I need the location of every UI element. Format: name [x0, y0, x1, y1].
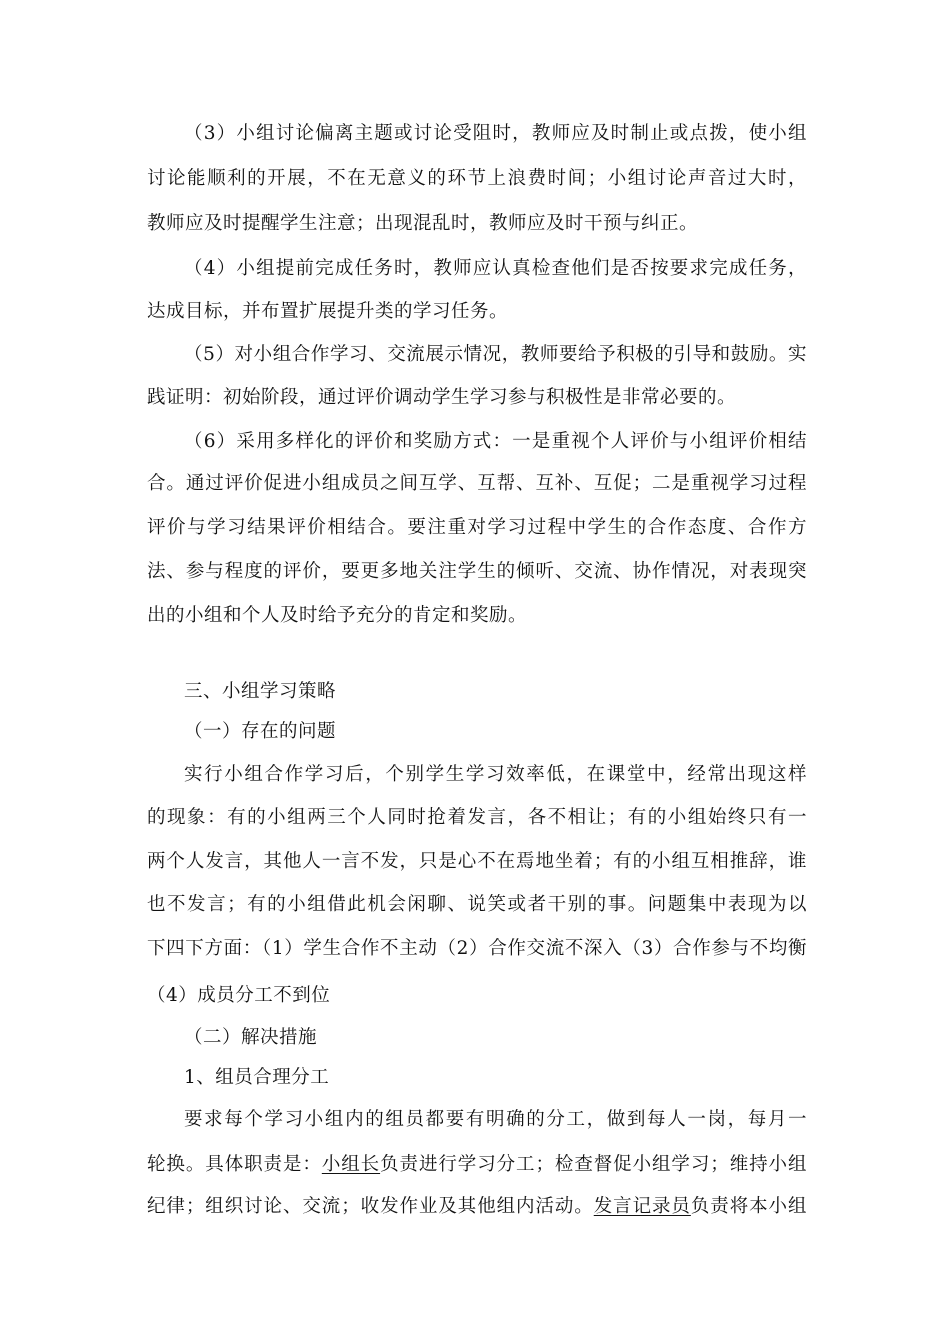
section-heading: 三、小组学习策略 [184, 681, 337, 702]
paragraph-line: 要求每个学习小组内的组员都要有明确的分工，做到每人一岗，每月一 [184, 1109, 807, 1130]
paragraph-line: （3）小组讨论偏离主题或讨论受阻时，教师应及时制止或点拨，使小组 [184, 123, 807, 144]
paragraph-line: 法、参与程度的评价，要更多地关注学生的倾听、交流、协作情况，对表现突 [147, 561, 807, 582]
text-run: 负责进行学习分工；检查督促小组学习；维持小组 [380, 1154, 807, 1175]
item-heading: 1、组员合理分工 [184, 1067, 330, 1088]
paragraph-line: 的现象：有的小组两三个人同时抢着发言，各不相让；有的小组始终只有一 [147, 807, 807, 828]
paragraph-line: 合。通过评价促进小组成员之间互学、互帮、互补、互促；二是重视学习过程 [147, 473, 807, 494]
paragraph-line: 践证明：初始阶段，通过评价调动学生学习参与积极性是非常必要的。 [147, 387, 737, 408]
subsection-heading: （一）存在的问题 [184, 721, 337, 742]
paragraph-line: 讨论能顺利的开展，不在无意义的环节上浪费时间；小组讨论声音过大时， [147, 168, 807, 189]
paragraph-line: 教师应及时提醒学生注意；出现混乱时，教师应及时干预与纠正。 [147, 213, 699, 234]
paragraph-line: 下四下方面：（1）学生合作不主动（2）合作交流不深入（3）合作参与不均衡 [147, 938, 807, 959]
underlined-term: 发言记录员 [593, 1196, 691, 1217]
paragraph-line [147, 1151, 807, 1179]
paragraph-line: 出的小组和个人及时给予充分的肯定和奖励。 [147, 605, 528, 626]
underlined-term: 小组长 [321, 1154, 381, 1175]
text-run: 负责将本小组 [690, 1196, 807, 1217]
subsection-heading: （二）解决措施 [184, 1027, 318, 1048]
paragraph-line: 实行小组合作学习后，个别学生学习效率低，在课堂中，经常出现这样 [184, 764, 807, 785]
paragraph-line: 达成目标，并布置扩展提升类的学习任务。 [147, 301, 509, 322]
paragraph-line: （4）小组提前完成任务时，教师应认真检查他们是否按要求完成任务， [184, 258, 807, 279]
paragraph-line: 评价与学习结果评价相结合。要注重对学习过程中学生的合作态度、合作方 [147, 517, 807, 538]
text-run: 纪律；组织讨论、交流；收发作业及其他组内活动。 [147, 1196, 594, 1217]
paragraph-line: 也不发言；有的小组借此机会闲聊、说笑或者干别的事。问题集中表现为以 [147, 894, 807, 915]
paragraph-line: （6）采用多样化的评价和奖励方式：一是重视个人评价与小组评价相结 [184, 431, 807, 452]
paragraph-line: 两个人发言，其他人一言不发，只是心不在焉地坐着；有的小组互相推辞，谁 [147, 851, 807, 872]
paragraph-line: （5）对小组合作学习、交流展示情况，教师要给予积极的引导和鼓励。实 [184, 344, 807, 365]
text-run: 轮换。具体职责是： [147, 1154, 322, 1175]
paragraph-line: （4）成员分工不到位 [147, 985, 331, 1006]
paragraph-line [147, 1193, 807, 1221]
